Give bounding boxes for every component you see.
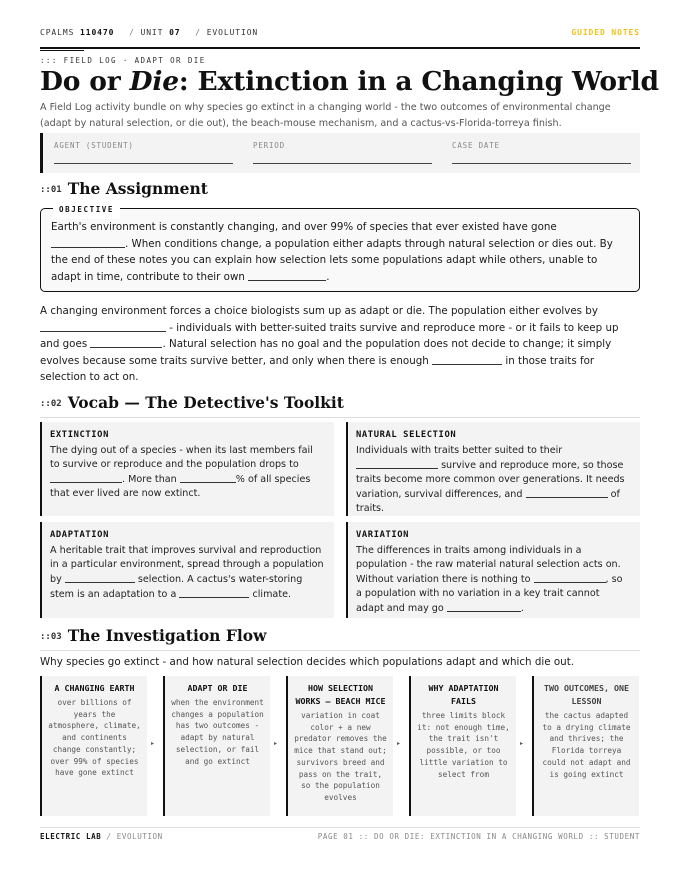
- vocab-definition: [356, 544, 630, 616]
- fill-blank[interactable]: [526, 487, 608, 498]
- page-footer: [40, 832, 640, 841]
- definition-text: .: [520, 603, 524, 614]
- section-number: ::01: [40, 185, 62, 195]
- section-title: Vocab — The Detective's Toolkit: [67, 393, 344, 412]
- definition-text: A heritable trait that improves survival and reproduction in a particular environment, spread through a population by: [50, 545, 324, 585]
- fill-blank[interactable]: [356, 458, 438, 469]
- flow-step-title: TWO OUTCOMES, ONE LESSON: [544, 683, 629, 706]
- vocab-definition: [356, 444, 630, 516]
- flow-step-description: the cactus adapted to a drying climate and thrives; the Florida torreya could not adapt and is going extinct: [542, 711, 631, 779]
- flow-step-title: WHY ADAPTATION FAILS: [428, 683, 499, 706]
- page-title: [40, 66, 659, 97]
- paragraph-text: . Natural selection has no goal and the population does not decide to change; it simply evolves because some traits survive better, and only when there is enough: [40, 338, 612, 367]
- header-rule: [40, 47, 640, 49]
- fill-blank[interactable]: [50, 472, 122, 483]
- page-subtitle: A Field Log activity bundle on why species go extinct in a changing world - the two outcomes of environmental change (adapt by natural selection, or die out), the beach-mouse mechanism, and a cactus-vs-Florida-torreya finish.: [40, 102, 611, 129]
- definition-text: selection. A cactus's water-storing stem is an adaptation to a: [50, 574, 303, 600]
- definition-text: . More than: [122, 474, 177, 485]
- course-name: CPALMS: [40, 28, 75, 37]
- section-title: The Assignment: [67, 179, 208, 198]
- definition-text: % of all species that ever lived are now extinct.: [50, 474, 311, 499]
- flow-step-description: three limits block it: not enough time, the trait isn't possible, or too little variation to select from: [417, 711, 510, 779]
- intro-paragraph: [40, 303, 640, 386]
- title-part: Do or: [40, 66, 130, 97]
- definition-text: , so a population with no variation in a key trait cannot adapt and may go: [356, 574, 623, 614]
- top-bar: [40, 28, 640, 40]
- title-part: : Extinction in a Changing World: [178, 66, 659, 97]
- objective-tag: OBJECTIVE: [53, 202, 120, 219]
- fill-blank[interactable]: [432, 354, 502, 365]
- period-line[interactable]: [253, 162, 432, 164]
- fill-blank[interactable]: [40, 321, 166, 332]
- flow-step-why-adaptation-fails: [409, 676, 516, 816]
- fill-blank[interactable]: [90, 337, 162, 348]
- agent-label: AGENT (STUDENT): [54, 141, 134, 150]
- flow-step-description: variation in coat color + a new predator removes the mice that stand out; survivors breed and pass on the trait, so the population evolves: [294, 711, 387, 802]
- case-date-label: CASE DATE: [452, 141, 500, 150]
- notes-type-label: GUIDED NOTES: [571, 28, 640, 37]
- vocab-card-natural-selection: [346, 422, 640, 516]
- definition-text: climate.: [252, 589, 292, 600]
- footer-rule: [40, 827, 640, 828]
- fill-blank[interactable]: [51, 237, 125, 248]
- vocab-definition: [50, 444, 324, 501]
- vocab-term: VARIATION: [356, 530, 410, 540]
- flow-step-changing-earth: [40, 676, 147, 816]
- section-rule: [40, 417, 640, 418]
- vocab-definition: [50, 544, 324, 602]
- section-number: ::02: [40, 399, 62, 409]
- agent-line[interactable]: [54, 162, 233, 164]
- flow-arrow-icon: ▸: [519, 740, 523, 747]
- paragraph-text: in those traits for selection to act on.: [40, 354, 595, 383]
- vocab-card-variation: [346, 522, 640, 618]
- title-emphasis: Die: [129, 66, 179, 97]
- flow-step-beach-mice: [286, 676, 393, 816]
- breadcrumb: [40, 28, 258, 37]
- flow-arrow-icon: ▸: [150, 740, 154, 747]
- case-date-field[interactable]: [452, 141, 631, 164]
- flow-arrow-icon: ▸: [273, 740, 277, 747]
- breadcrumb-separator: /: [195, 28, 201, 37]
- header-accent-rule: [40, 50, 84, 51]
- objective-box: [40, 205, 640, 292]
- flow-step-description: over billions of years the atmosphere, climate, and continents change constantly; over 99% of species have gone extinct: [48, 698, 141, 778]
- section-vocab-heading: [40, 393, 640, 412]
- definition-text: The dying out of a species - when its last members fail to survive or reproduce and the population drops to: [50, 445, 313, 470]
- definition-text: The differences in traits among individuals in a population - the raw material natural selection acts on. Without variation there is nothing to: [356, 545, 621, 585]
- unit-label: UNIT: [140, 28, 164, 37]
- flow-step-two-outcomes: [532, 676, 639, 816]
- flow-step-adapt-or-die: [163, 676, 270, 816]
- flow-arrow-icon: ▸: [396, 740, 400, 747]
- fill-blank[interactable]: [447, 601, 521, 612]
- vocab-card-adaptation: [40, 522, 334, 618]
- course-id: 110470: [80, 28, 115, 37]
- section-assignment-heading: [40, 179, 640, 198]
- footer-brand: ELECTRIC LAB: [40, 832, 102, 841]
- definition-text: survive and reproduce more, so those traits become more common over generations. It needs variation, survival differences, and: [356, 460, 625, 500]
- section-number: ::03: [40, 632, 62, 642]
- fill-blank[interactable]: [65, 572, 135, 583]
- fill-blank[interactable]: [534, 572, 606, 583]
- objective-text: . When conditions change, a population either adapts through natural selection or dies out. By the end of these notes you can explain how selection lets some populations adapt while others, unable to adapt in time, contribute to their own: [51, 237, 613, 283]
- period-field[interactable]: [253, 141, 432, 164]
- fill-blank[interactable]: [180, 472, 236, 483]
- objective-text: .: [326, 270, 330, 283]
- paragraph-text: A changing environment forces a choice biologists sum up as adapt or die. The population either evolves by: [40, 305, 598, 317]
- flow-step-title: ADAPT OR DIE: [187, 683, 248, 693]
- fill-blank[interactable]: [248, 270, 326, 281]
- footer-topic: / EVOLUTION: [106, 832, 163, 841]
- fill-blank[interactable]: [179, 587, 249, 598]
- unit-number: 07: [169, 28, 181, 37]
- definition-text: of traits.: [356, 489, 620, 514]
- vocab-term: ADAPTATION: [50, 530, 109, 540]
- field-log-label: ::: FIELD LOG · ADAPT OR DIE: [40, 56, 206, 65]
- paragraph-text: - individuals with better-suited traits survive and reproduce more - or it fails to keep up and goes: [40, 321, 619, 350]
- vocab-term: NATURAL SELECTION: [356, 430, 457, 440]
- section-flow-heading: [40, 626, 640, 645]
- period-label: PERIOD: [253, 141, 285, 150]
- section-rule: [40, 650, 640, 651]
- footer-page-info: PAGE 01 :: DO OR DIE: EXTINCTION IN A CHANGING WORLD :: STUDENT: [317, 832, 640, 841]
- section-title: The Investigation Flow: [67, 626, 267, 645]
- unit-topic: EVOLUTION: [206, 28, 259, 37]
- flow-step-title: A CHANGING EARTH: [54, 683, 135, 693]
- breadcrumb-separator: /: [129, 28, 135, 37]
- agent-field[interactable]: [54, 141, 233, 164]
- case-date-line[interactable]: [452, 162, 631, 164]
- flow-step-description: when the environment changes a population has two outcomes - adapt by natural selection, or fail and go extinct: [171, 698, 264, 766]
- vocab-card-extinction: [40, 422, 334, 516]
- flow-intro: Why species go extinct - and how natural selection decides which populations adapt and which die out.: [40, 656, 574, 668]
- objective-text: Earth's environment is constantly changing, and over 99% of species that ever existed have gone: [51, 221, 557, 233]
- flow-step-title: HOW SELECTION WORKS — BEACH MICE: [295, 683, 386, 706]
- definition-text: Individuals with traits better suited to their: [356, 445, 563, 456]
- student-info-box: [40, 133, 640, 173]
- vocab-term: EXTINCTION: [50, 430, 109, 440]
